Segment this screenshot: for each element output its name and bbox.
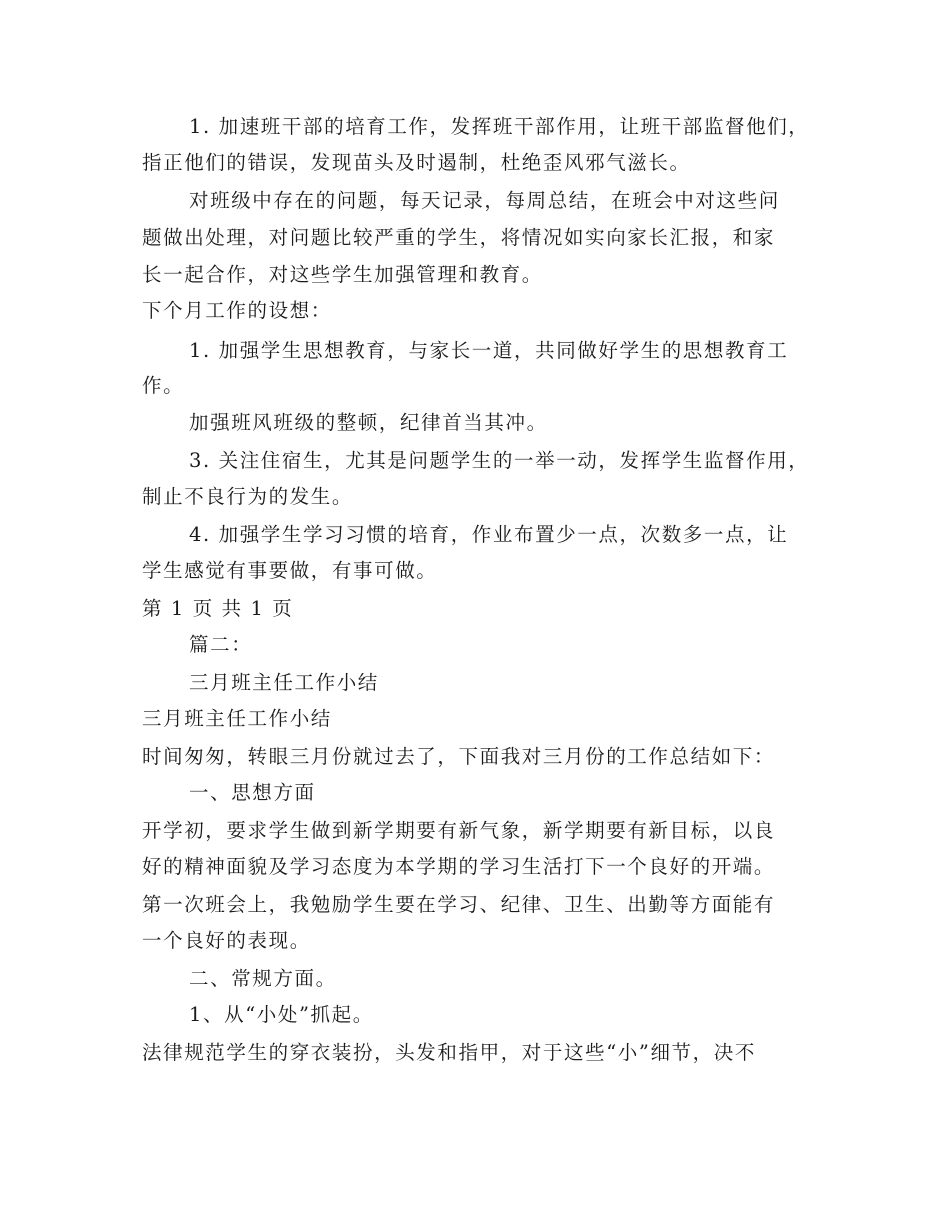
text-line: 长一起合作，对这些学生加强管理和教育。 bbox=[142, 263, 543, 286]
section-heading: 二、常规方面。 bbox=[189, 967, 337, 990]
text-line: 时间匆匆，转眼三月份就过去了，下面我对三月份的工作总结如下： bbox=[142, 745, 776, 768]
chapter-label: 篇二： bbox=[189, 633, 253, 656]
text-line: 4. 加强学生学习习惯的培育，作业布置少一点，次数多一点，让 bbox=[189, 523, 789, 546]
section-heading: 一、思想方面 bbox=[189, 781, 316, 804]
text-line: 法律规范学生的穿衣装扮，头发和指甲，对于这些“小”细节，决不 bbox=[142, 1041, 756, 1064]
text-line: 好的精神面貌及学习态度为本学期的学习生活打下一个良好的开端。 bbox=[142, 855, 776, 878]
page-number: 第 1 页 共 1 页 bbox=[142, 597, 294, 620]
document-title: 三月班主任工作小结 bbox=[189, 671, 379, 694]
text-line: 1. 加速班干部的培育工作，发挥班干部作用，让班干部监督他们， bbox=[189, 115, 810, 138]
subsection-heading: 1、从“小处”抓起。 bbox=[189, 1003, 374, 1026]
text-line: 3. 关注住宿生，尤其是问题学生的一举一动，发挥学生监督作用， bbox=[189, 449, 810, 472]
text-line: 1. 加强学生思想教育，与家长一道，共同做好学生的思想教育工 bbox=[189, 339, 789, 362]
text-line: 加强班风班级的整顿，纪律首当其冲。 bbox=[189, 411, 548, 434]
section-heading: 下个月工作的设想： bbox=[142, 299, 332, 322]
text-line: 一个良好的表现。 bbox=[142, 929, 311, 952]
document-title-repeat: 三月班主任工作小结 bbox=[142, 707, 332, 730]
text-line: 对班级中存在的问题，每天记录，每周总结，在班会中对这些问 bbox=[189, 189, 780, 212]
text-line: 第一次班会上，我勉励学生要在学习、纪律、卫生、出勤等方面能有 bbox=[142, 893, 776, 916]
text-line: 制止不良行为的发生。 bbox=[142, 485, 354, 508]
text-line: 题做出处理，对问题比较严重的学生，将情况如实向家长汇报，和家 bbox=[142, 226, 776, 249]
text-line: 学生感觉有事要做，有事可做。 bbox=[142, 559, 438, 582]
text-line: 指正他们的错误，发现苗头及时遏制，杜绝歪风邪气滋长。 bbox=[142, 151, 691, 174]
text-line: 作。 bbox=[142, 374, 185, 397]
text-line: 开学初，要求学生做到新学期要有新气象，新学期要有新目标，以良 bbox=[142, 819, 776, 842]
